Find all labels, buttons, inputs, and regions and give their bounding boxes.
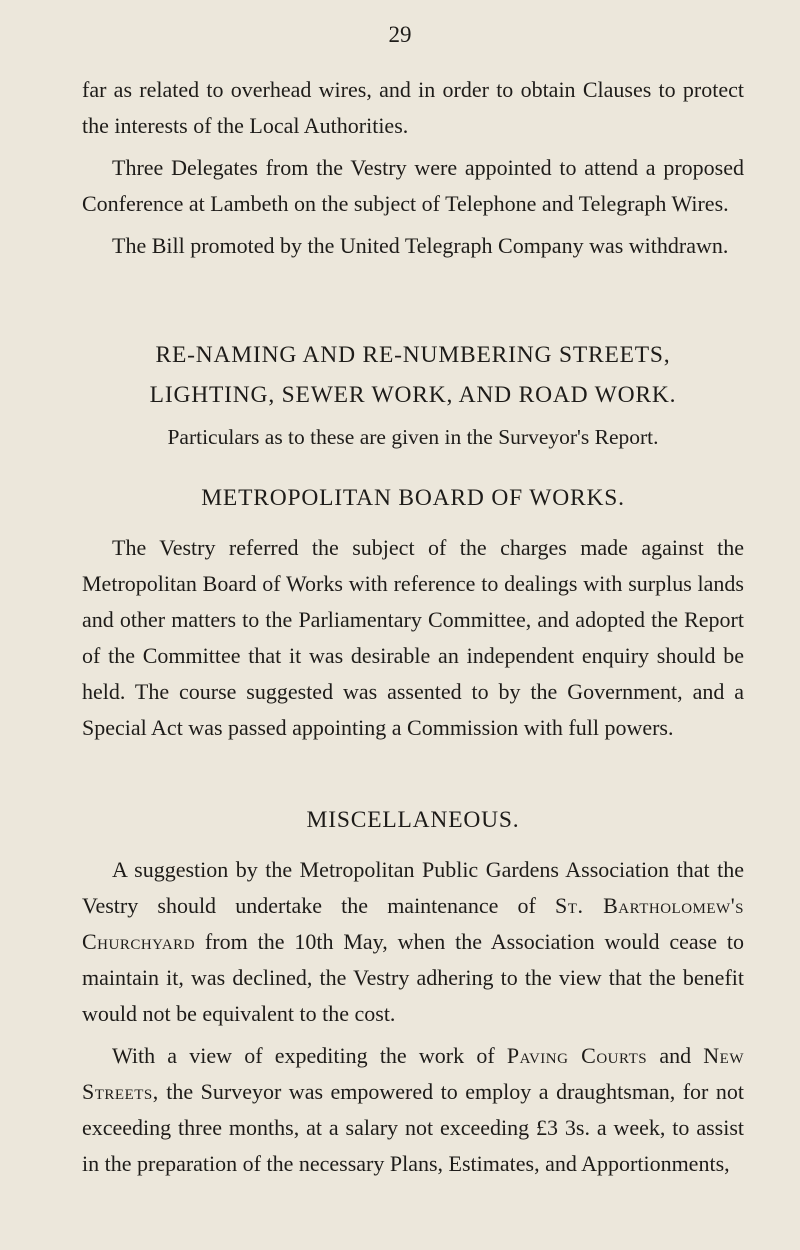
board-section [82, 478, 744, 746]
misc-p2-start: With a view of expediting the work of [112, 1043, 495, 1068]
misc-p1-end: from the 10th May, when the Association would cease to maintain it, was declined, the Vestry adhering to the view that the benefit would not be equivalent to the cost. [82, 929, 744, 1026]
misc-section [82, 800, 744, 1182]
delegates-paragraph: Three Delegates from the Vestry were appointed to attend a proposed Conference at Lambeth on the subject of Telephone and Telegraph Wires. [82, 155, 744, 216]
renaming-section [82, 335, 744, 455]
churchyard-name: St. Bartholomew's Churchyard [82, 893, 745, 954]
renaming-note: Particulars as to these are given in the Surveyor's Report. [167, 425, 659, 449]
new-streets: New Streets, [82, 1043, 745, 1104]
renaming-heading-line1: RE-NAMING AND RE-NUMBERING STREETS, [155, 342, 671, 368]
misc-heading: MISCELLANEOUS. [306, 807, 520, 833]
continuation-paragraph: far as related to overhead wires, and in order to obtain Clauses to protect the interests of the Local Authorities. [82, 77, 744, 138]
intro-section [82, 72, 744, 264]
bill-paragraph: The Bill promoted by the United Telegraph Company was withdrawn. [112, 233, 729, 258]
paving-courts: Paving Courts [506, 1043, 648, 1068]
misc-paragraph-2 [82, 1038, 744, 1182]
renaming-heading-line2: LIGHTING, SEWER WORK, AND ROAD WORK. [149, 382, 677, 408]
misc-paragraph-1 [82, 852, 744, 1032]
misc-p1-start: A suggestion by the Metropolitan Public Gardens Association that the Vestry should undertake the maintenance of [82, 857, 744, 918]
misc-p2-and: and [659, 1043, 692, 1068]
board-heading: METROPOLITAN BOARD OF WORKS. [201, 485, 625, 511]
page-number: 29 [388, 22, 412, 47]
board-paragraph: The Vestry referred the subject of the charges made against the Metropolitan Board of Works with reference to dealings with surplus lands and other matters to the Parliamentary Committee, and adopted the Report of the Committee that it was desirable an independent enquiry should be held. The course suggested was assented to by the Government, and a Special Act was passed appointing a Commission with full powers. [82, 535, 744, 740]
misc-p2-end: the Surveyor was empowered to employ a draughtsman, for not exceeding three months, at a salary not exceeding £3 3s. a week, to assist in the preparation of the necessary Plans, Estimates, and Apportionments, [82, 1079, 744, 1176]
